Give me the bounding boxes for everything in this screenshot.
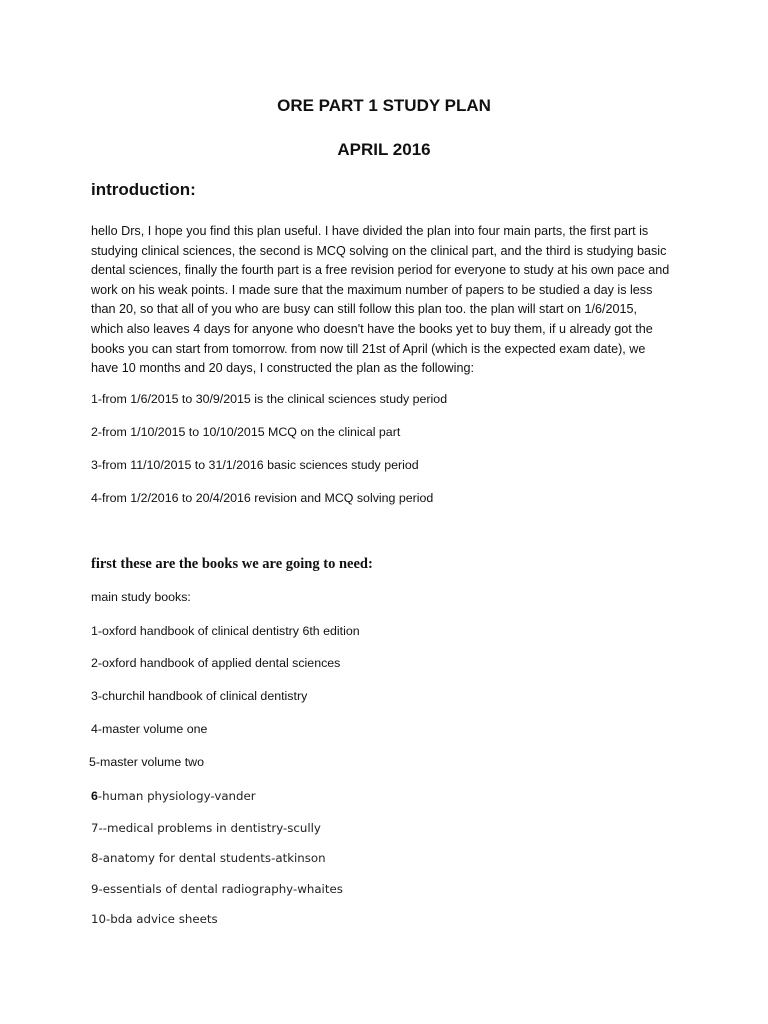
- period-item: 3-from 11/10/2015 to 31/1/2016 basic sciences study period: [91, 458, 419, 472]
- book-item: 5-master volume two: [89, 755, 204, 769]
- intro-line: work on his weak points. I made sure that the maximum number of papers to be studied a day is less: [91, 282, 653, 297]
- intro-line: hello Drs, I hope you find this plan useful. I have divided the plan into four main parts, the first part is: [91, 224, 649, 238]
- books-subheading: main study books:: [91, 590, 191, 604]
- book-item: 1-oxford handbook of clinical dentistry 6th edition: [91, 624, 360, 638]
- book-item: 10-bda advice sheets: [91, 912, 218, 926]
- period-item: 4-from 1/2/2016 to 20/4/2016 revision and MCQ solving period: [91, 491, 434, 505]
- book-item: [91, 789, 256, 803]
- book-item: 8-anatomy for dental students-atkinson: [91, 851, 326, 865]
- intro-line: which also leaves 4 days for anyone who doesn't have the books yet to buy them, if u already got the: [91, 321, 653, 336]
- book-item: 4-master volume one: [91, 722, 208, 736]
- book-item: 7--medical problems in dentistry-scully: [91, 821, 321, 835]
- intro-line: books you can start from tomorrow. from now till 21st of April (which is the expected exam date), we: [91, 341, 646, 356]
- document-title: ORE PART 1 STUDY PLAN: [277, 96, 491, 115]
- period-item: 2-from 1/10/2015 to 10/10/2015 MCQ on the clinical part: [91, 425, 401, 439]
- book-item: 9-essentials of dental radiography-whaites: [91, 882, 343, 896]
- intro-line: have 10 months and 20 days, I constructed the plan as the following:: [91, 361, 474, 376]
- book-item: 3-churchil handbook of clinical dentistry: [91, 689, 308, 703]
- book-title: -human physiology-vander: [97, 789, 256, 803]
- intro-paragraph: [91, 222, 681, 379]
- book-number: 6: [91, 789, 98, 803]
- intro-heading: introduction:: [91, 180, 196, 199]
- document-date: APRIL 2016: [337, 140, 431, 159]
- book-item: 2-oxford handbook of applied dental sciences: [91, 656, 341, 670]
- books-heading: first these are the books we are going to need:: [91, 556, 373, 572]
- intro-line: than 20, so that all of you who are busy can still follow this plan too. the plan will start on 1/6/2015,: [91, 302, 638, 317]
- intro-line: dental sciences, finally the fourth part is a free revision period for everyone to study at his own pace and: [91, 263, 670, 278]
- period-item: 1-from 1/6/2015 to 30/9/2015 is the clinical sciences study period: [91, 392, 448, 406]
- intro-line: studying clinical sciences, the second is MCQ solving on the clinical part, and the third is studying basic: [91, 243, 667, 258]
